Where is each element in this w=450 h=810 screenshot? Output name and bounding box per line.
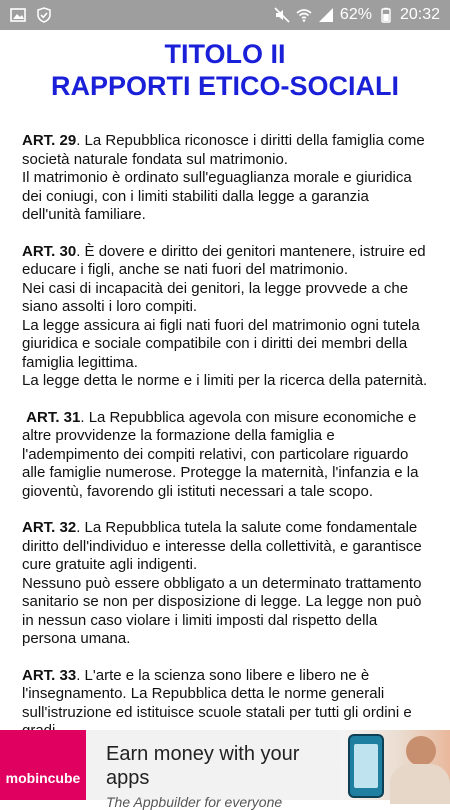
- article-label: ART. 32: [22, 519, 77, 536]
- article-30: [22, 243, 428, 391]
- shield-check-icon: [36, 7, 52, 23]
- clock: 20:32: [399, 6, 440, 23]
- ad-brand-logo[interactable]: mobincube: [0, 730, 86, 800]
- article-label: ART. 30: [22, 242, 77, 260]
- article-paragraph: [22, 519, 428, 575]
- article-paragraph: [22, 132, 428, 169]
- mute-icon: [274, 7, 290, 23]
- article-text: . La Repubblica tutela la salute come fondamentale diritto dell'individuo e interesse della collettività, e garantisce cure gratuite agli indigenti.: [22, 519, 422, 573]
- page-title: [22, 38, 428, 102]
- article-label: ART. 29: [22, 132, 77, 149]
- wifi-icon: [296, 7, 312, 23]
- ad-headline[interactable]: Earn money with your apps: [106, 743, 300, 789]
- article-paragraph: [22, 409, 428, 502]
- article-text: . È dovere e diritto dei genitori mantenere, istruire ed educare i figli, anche se nati fuori del matrimonio.: [22, 242, 426, 278]
- article-text: . La Repubblica riconosce i diritti della famiglia come società naturale fondata sul matrimonio.: [22, 132, 425, 168]
- article-paragraph: Il matrimonio è ordinato sull'eguaglianza morale e giuridica dei coniugi, con i limiti stabiliti dalla legge a garanzia dell'unità familiare.: [22, 169, 412, 223]
- ad-text[interactable]: [86, 730, 340, 810]
- article-label: ART. 31: [26, 408, 81, 426]
- ad-banner[interactable]: [0, 730, 450, 810]
- phone-screen: [354, 744, 378, 788]
- ad-subline[interactable]: The Appbuilder for everyone: [106, 794, 283, 810]
- phone-illustration: [348, 734, 384, 798]
- articles-list: [22, 132, 428, 741]
- article-text: . L'arte e la scienza sono libere e libero ne è l'insegnamento. La Repubblica detta le norme generali sull'istruzione ed istituisce scuole statali per tutti gli ordini e: [22, 666, 412, 721]
- status-bar-left: [10, 7, 52, 23]
- title-line-1: TITOLO II: [164, 39, 286, 69]
- person-body-illustration: [390, 764, 450, 804]
- image-icon: [10, 7, 26, 23]
- title-line-2: RAPPORTI ETICO-SOCIALI: [50, 71, 399, 101]
- main-content[interactable]: [0, 30, 450, 730]
- article-label: ART. 33: [22, 666, 77, 684]
- battery-icon: [378, 7, 394, 23]
- ad-image[interactable]: [340, 730, 450, 800]
- status-bar: [0, 0, 450, 30]
- status-bar-right: [274, 6, 440, 24]
- person-head-illustration: [406, 736, 436, 766]
- signal-icon: [318, 7, 334, 23]
- article-32: [22, 519, 428, 649]
- article-29: [22, 132, 428, 225]
- article-paragraph: La legge assicura ai figli nati fuori del matrimonio ogni tutela giuridica e sociale compatibile con i diritti dei membri della famiglia legittima.: [22, 316, 420, 371]
- article-31: [22, 409, 428, 502]
- article-paragraph: La legge detta le norme e i limiti per la ricerca della paternità.: [22, 372, 428, 389]
- article-text: . La Repubblica agevola con misure economiche e altre provvidenze la formazione della famiglia e l'adempimento dei compiti relativi, con particolare riguardo alle famiglie numerose. Protegge la maternità, l'infanzia e la gioventù, favorendo gli istituti necessari a tale scopo.: [22, 408, 419, 500]
- battery-level: 62%: [339, 6, 372, 23]
- article-paragraph: Nei casi di incapacità dei genitori, la legge provvede a che siano assolti i loro compiti.: [22, 279, 409, 315]
- article-paragraph: Nessuno può essere obbligato a un determinato trattamento sanitario se non per disposizione di legge. La legge non può in nessun caso violare i limiti imposti dal rispetto della persona umana.: [22, 574, 422, 647]
- article-paragraph: [22, 243, 428, 280]
